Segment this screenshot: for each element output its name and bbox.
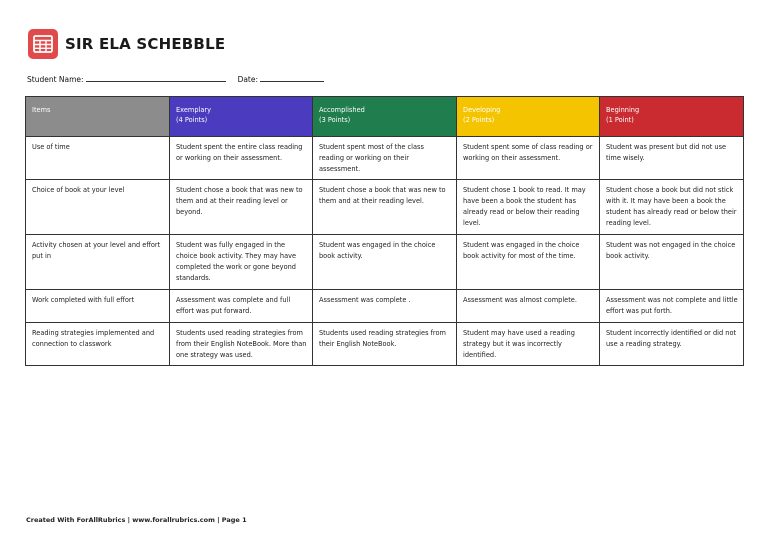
developing-cell: Assessment was almost complete. bbox=[457, 290, 600, 323]
date-label: Date: bbox=[237, 75, 259, 84]
row-item-cell: Choice of book at your level bbox=[26, 180, 170, 235]
student-name-label: Student Name: bbox=[27, 75, 84, 84]
table-row bbox=[26, 323, 744, 366]
column-header-beginning: Beginning (1 Point) bbox=[600, 97, 744, 137]
rubric-title: SIR ELA SCHEBBLE bbox=[65, 35, 226, 53]
row-item-cell: Use of time bbox=[26, 137, 170, 180]
row-item-cell: Activity chosen at your level and effort put in bbox=[26, 235, 170, 290]
beginning-cell: Student incorrectly identified or did not use a reading strategy. bbox=[600, 323, 744, 366]
beginning-cell: Assessment was not complete and little effort was put forth. bbox=[600, 290, 744, 323]
developing-cell: Student chose 1 book to read. It may have been a book the student has already read or below their reading level. bbox=[457, 180, 600, 235]
table-row bbox=[26, 290, 744, 323]
accomplished-cell: Student chose a book that was new to them and at their reading level. bbox=[313, 180, 457, 235]
spreadsheet-grid-icon bbox=[28, 29, 58, 59]
column-header-items: Items bbox=[26, 97, 170, 137]
column-header-accomplished: Accomplished (3 Points) bbox=[313, 97, 457, 137]
beginning-cell: Student chose a book but did not stick with it. It may have been a book the student has already read or below their reading level. bbox=[600, 180, 744, 235]
rubric-header-row bbox=[26, 97, 744, 137]
column-header-developing: Developing (2 Points) bbox=[457, 97, 600, 137]
beginning-cell: Student was not engaged in the choice book activity. bbox=[600, 235, 744, 290]
rubric-table bbox=[25, 96, 744, 366]
row-item-cell: Reading strategies implemented and connection to classwork bbox=[26, 323, 170, 366]
accomplished-cell: Assessment was complete . bbox=[313, 290, 457, 323]
student-info-fields bbox=[27, 73, 324, 84]
table-row bbox=[26, 235, 744, 290]
exemplary-cell: Student was fully engaged in the choice book activity. They may have completed the work or gone beyond standards. bbox=[170, 235, 313, 290]
table-row bbox=[26, 180, 744, 235]
column-header-exemplary: Exemplary (4 Points) bbox=[170, 97, 313, 137]
developing-cell: Student spent some of class reading or working on their assessment. bbox=[457, 137, 600, 180]
accomplished-cell: Students used reading strategies from their English NoteBook. bbox=[313, 323, 457, 366]
date-field[interactable] bbox=[260, 73, 324, 82]
developing-cell: Student may have used a reading strategy but it was incorrectly identified. bbox=[457, 323, 600, 366]
row-item-cell: Work completed with full effort bbox=[26, 290, 170, 323]
beginning-cell: Student was present but did not use time wisely. bbox=[600, 137, 744, 180]
developing-cell: Student was engaged in the choice book activity for most of the time. bbox=[457, 235, 600, 290]
page-header bbox=[28, 28, 225, 60]
accomplished-cell: Student spent most of the class reading or working on their assessment. bbox=[313, 137, 457, 180]
student-name-field[interactable] bbox=[86, 73, 226, 82]
page-footer: Created With ForAllRubrics | www.forallrubrics.com | Page 1 bbox=[26, 516, 247, 524]
accomplished-cell: Student was engaged in the choice book activity. bbox=[313, 235, 457, 290]
exemplary-cell: Student spent the entire class reading or working on their assessment. bbox=[170, 137, 313, 180]
exemplary-cell: Students used reading strategies from from their English NoteBook. More than one strategy was used. bbox=[170, 323, 313, 366]
exemplary-cell: Student chose a book that was new to them and at their reading level or beyond. bbox=[170, 180, 313, 235]
exemplary-cell: Assessment was complete and full effort was put forward. bbox=[170, 290, 313, 323]
table-row bbox=[26, 137, 744, 180]
